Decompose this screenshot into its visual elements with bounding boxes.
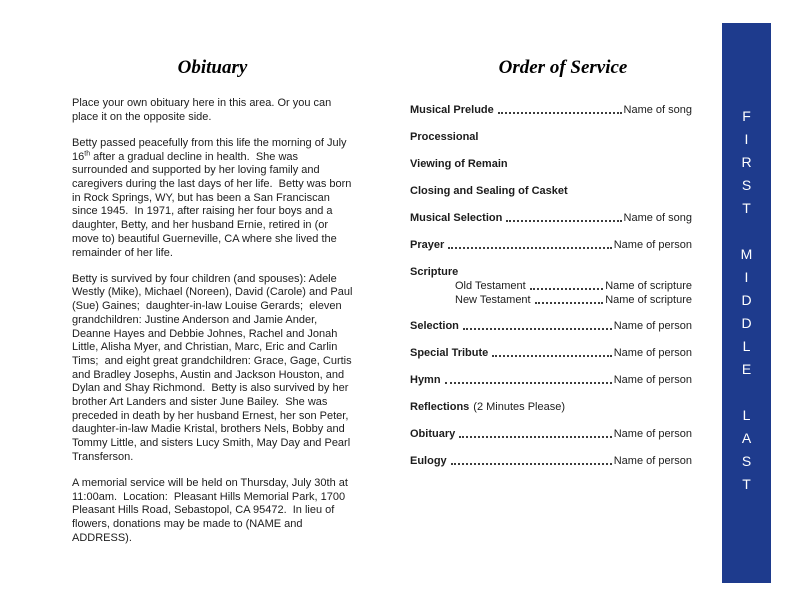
- service-row-musical-prelude: [410, 103, 692, 117]
- service-item-label: Closing and Sealing of Casket: [410, 185, 568, 197]
- service-item-value: Name of scripture: [605, 294, 692, 306]
- service-item-value: Name of person: [613, 374, 692, 386]
- dotted-leader: [463, 328, 612, 330]
- service-row-obituary: [410, 427, 692, 441]
- service-item-label: Old Testament: [455, 280, 526, 292]
- service-item-value: Name of person: [613, 428, 692, 440]
- service-row-eulogy: [410, 454, 692, 468]
- dotted-leader: [459, 436, 612, 438]
- service-row-closing-casket: [410, 184, 692, 198]
- service-item-value: Name of song: [623, 104, 692, 116]
- name-band-text: FIRST MIDDLE LAST: [738, 107, 755, 499]
- order-of-service-column: [410, 57, 692, 481]
- obituary-paragraph-service-info: A memorial service will be held on Thursday, July 30th at 11:00am. Location: Pleasant Hills Memorial Park, 1700 Pleasant Hills Road, Sebastopol, CA 95472. In lieu of flowers, donations may be made to (NAME and ADDRESS).: [72, 477, 352, 544]
- order-of-service-heading: Order of Service: [498, 57, 628, 78]
- service-item-label: Viewing of Remain: [410, 158, 508, 170]
- obituary-paragraph-life-start: Betty passed peacefully from this life the morning of July 16: [72, 136, 350, 163]
- service-item-label: Special Tribute: [410, 347, 489, 359]
- obituary-paragraph-life: [72, 137, 353, 260]
- service-row-reflections: [410, 400, 692, 414]
- obituary-column: [72, 57, 356, 558]
- service-item-value: Name of person: [613, 320, 692, 332]
- service-row-old-testament: [410, 279, 692, 293]
- service-item-label: Musical Prelude: [410, 104, 494, 116]
- dotted-leader: [498, 112, 622, 114]
- service-item-label: Obituary: [410, 428, 456, 440]
- service-row-selection: [410, 319, 692, 333]
- service-item-label: Prayer: [410, 239, 445, 251]
- service-item-label: Musical Selection: [410, 212, 503, 224]
- service-item-value: Name of person: [613, 347, 692, 359]
- service-item-label: Reflections: [410, 401, 470, 413]
- service-item-value: Name of person: [613, 455, 692, 467]
- service-row-viewing-of-remain: [410, 157, 692, 171]
- obituary-paragraph-life-rest: after a gradual decline in health. She was surrounded and supported by her loving family and caregivers during the last days of her life. Betty was born in Rock Springs, WY, but has been a San Franciscan since 1945. In 1971, after raising her four boys and a daughter, Betty, and her husband Ernie, retired in (or move to) beautiful Guerneville, CA where she lived the remainder of her life.: [72, 150, 355, 259]
- service-item-label: Eulogy: [410, 455, 447, 467]
- service-item-value: Name of person: [613, 239, 692, 251]
- service-row-musical-selection: [410, 211, 692, 225]
- service-row-prayer: [410, 238, 692, 252]
- service-row-scripture: [410, 265, 692, 279]
- dotted-leader: [535, 302, 604, 304]
- dotted-leader: [530, 288, 603, 290]
- service-item-note: (2 Minutes Please): [473, 401, 566, 413]
- obituary-heading: Obituary: [177, 57, 248, 78]
- dotted-leader: [445, 382, 612, 384]
- service-item-label: Processional: [410, 131, 479, 143]
- obituary-paragraph-survivors: Betty is survived by four children (and spouses): Adele Westly (Mike), Michael (Noreen), David (Carole) and Paul (Sue) Gaines; daughter-in-law Louise Gerards; eleven grandchildren: Justine Anderson and Jamie Ander, Deanne Hayes and Debbie Johnes, Rachel and Jonah Little, Alisha Myer, and Christian, Marc, Eric and Carlin Tims; and eight great grandchildren: Grace, Gage, Curtis and Bradley Josephs, Austin and Jackson Houston, and Dylan and Shay Richmond. Betty is also survived by her brother Art Landers and sister June Bailey. She was preceded in death by her husband Ernest, her son Peter, daughter-in-law Madie Kristal, brothers Nels, Bobby and Tommy Little, and sisters Lucy Smith, May Day and Pearl Transferson.: [72, 272, 356, 463]
- dotted-leader: [448, 247, 611, 249]
- dotted-leader: [506, 220, 621, 222]
- service-row-processional: [410, 130, 692, 144]
- service-item-label: Selection: [410, 320, 459, 332]
- obituary-placeholder-paragraph: Place your own obituary here in this area. Or you can place it on the opposite side.: [72, 97, 335, 123]
- service-row-new-testament: [410, 293, 692, 307]
- dotted-leader: [492, 355, 611, 357]
- ordinal-superscript: th: [84, 149, 91, 157]
- service-item-label: New Testament: [455, 294, 531, 306]
- service-item-value: Name of scripture: [605, 280, 692, 292]
- dotted-leader: [451, 463, 612, 465]
- service-item-label: Hymn: [410, 374, 441, 386]
- service-row-hymn: [410, 373, 692, 387]
- service-item-value: Name of song: [623, 212, 692, 224]
- name-band: [722, 23, 771, 583]
- service-item-label: Scripture: [410, 266, 459, 278]
- service-row-special-tribute: [410, 346, 692, 360]
